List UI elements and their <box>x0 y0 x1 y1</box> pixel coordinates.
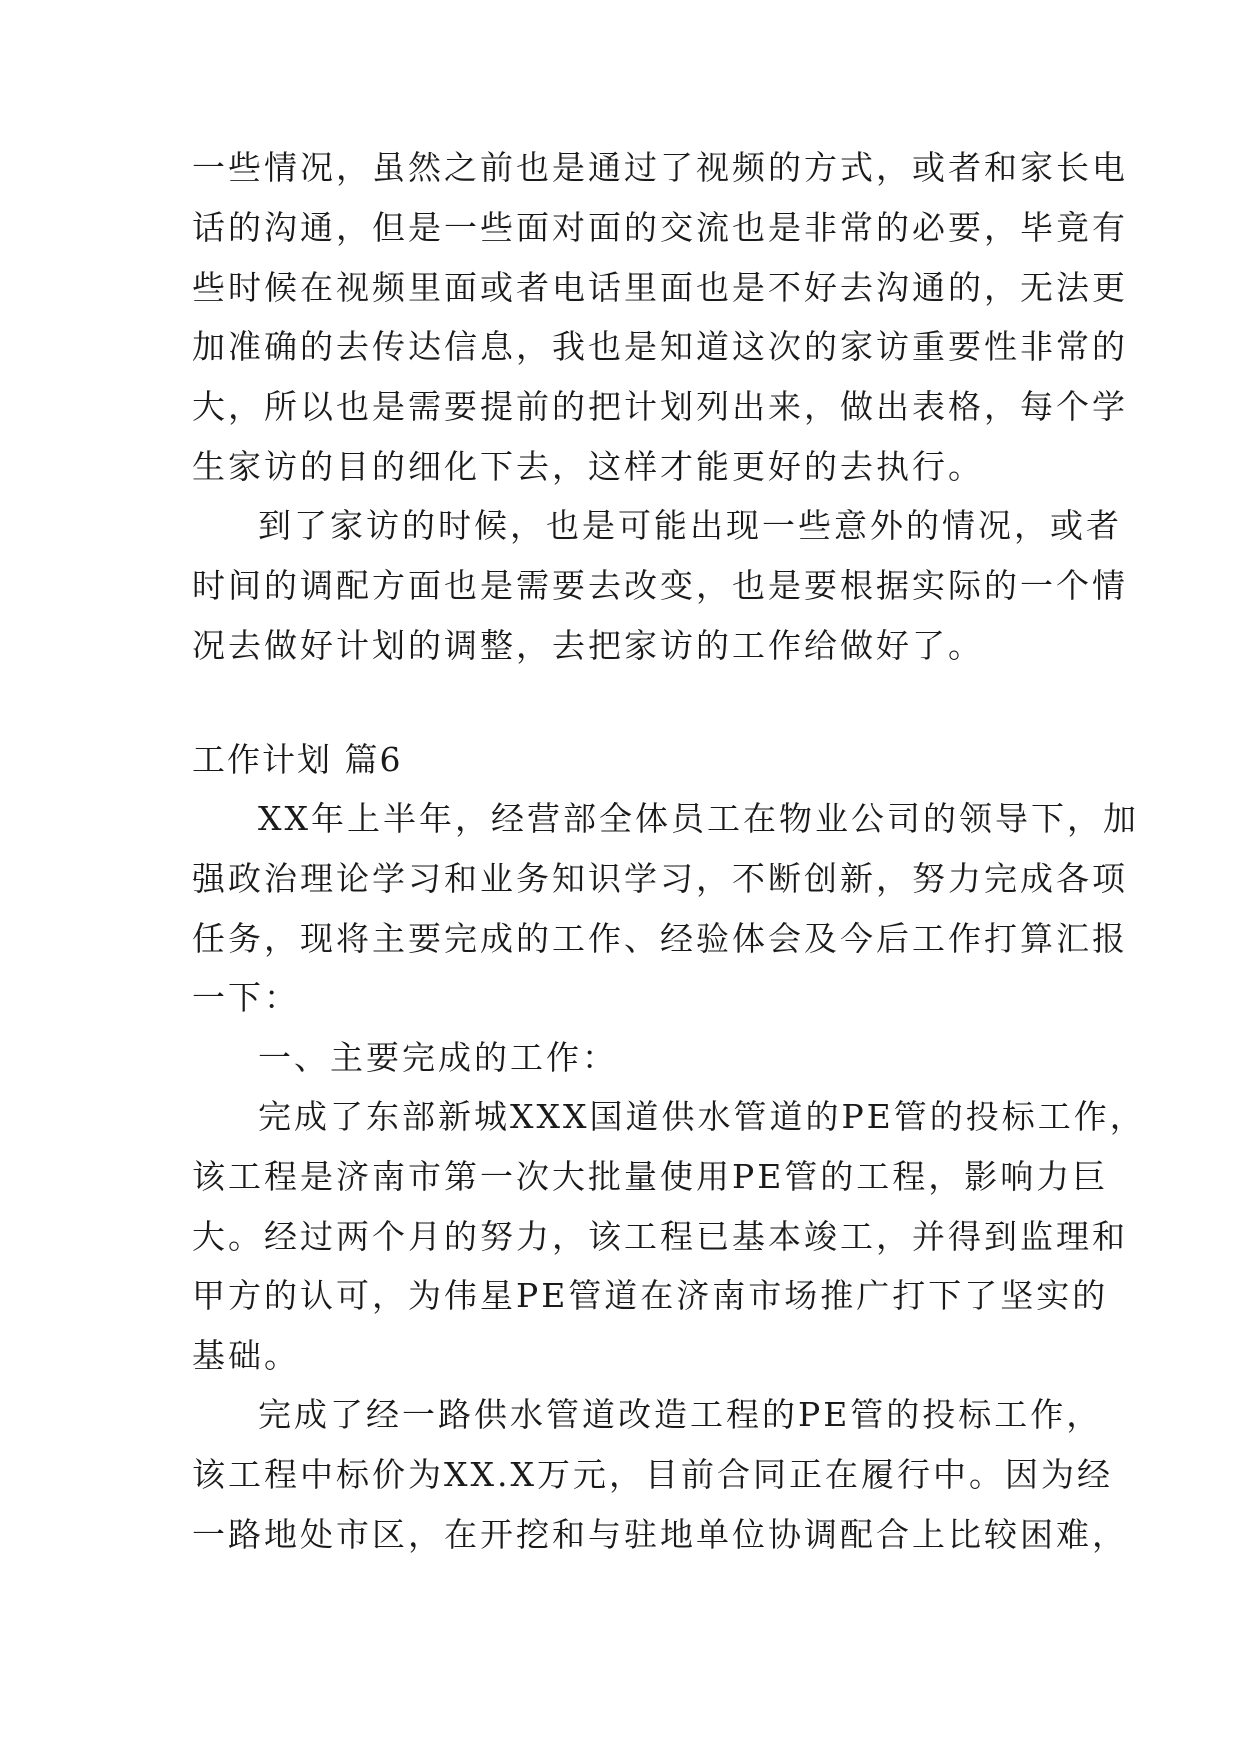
paragraph-line: 甲方的认可，为伟星PE管道在济南市场推广打下了坚实的 <box>192 1276 1109 1315</box>
paragraph-line: 基础。 <box>192 1336 300 1375</box>
paragraph-line: 到了家访的时候，也是可能出现一些意外的情况，或者 <box>258 506 1122 545</box>
paragraph-line: 时间的调配方面也是需要去改变，也是要根据实际的一个情 <box>192 566 1128 605</box>
subsection-title: 一、主要完成的工作： <box>258 1038 618 1077</box>
paragraph-line: 生家访的目的细化下去，这样才能更好的去执行。 <box>192 447 984 486</box>
paragraph-line: 一下： <box>192 978 300 1017</box>
paragraph-line: 完成了经一路供水管道改造工程的PE管的投标工作， <box>258 1395 1103 1434</box>
paragraph-line: 大。经过两个月的努力，该工程已基本竣工，并得到监理和 <box>192 1217 1128 1256</box>
paragraph-line: 一路地处市区，在开挖和与驻地单位协调配合上比较困难， <box>192 1515 1128 1554</box>
paragraph-line: 强政治理论学习和业务知识学习，不断创新，努力完成各项 <box>192 859 1128 898</box>
paragraph-line: 一些情况，虽然之前也是通过了视频的方式，或者和家长电 <box>192 148 1128 187</box>
paragraph-line: 任务，现将主要完成的工作、经验体会及今后工作打算汇报 <box>192 919 1128 958</box>
paragraph-line: 该工程是济南市第一次大批量使用PE管的工程，影响力巨 <box>192 1157 1109 1196</box>
paragraph-line: 话的沟通，但是一些面对面的交流也是非常的必要，毕竟有 <box>192 208 1128 247</box>
paragraph-line: 些时候在视频里面或者电话里面也是不好去沟通的，无法更 <box>192 268 1128 307</box>
paragraph-line: 该工程中标价为XX.X万元，目前合同正在履行中。因为经 <box>192 1455 1113 1494</box>
paragraph-line: 大，所以也是需要提前的把计划列出来，做出表格，每个学 <box>192 387 1128 426</box>
paragraph-line: 况去做好计划的调整，去把家访的工作给做好了。 <box>192 626 984 665</box>
paragraph-line: 加准确的去传达信息，我也是知道这次的家访重要性非常的 <box>192 327 1128 366</box>
section-heading: 工作计划 篇6 <box>192 740 403 779</box>
paragraph-line: 完成了东部新城XXX国道供水管道的PE管的投标工作， <box>258 1097 1146 1136</box>
paragraph-line: XX年上半年，经营部全体员工在物业公司的领导下，加 <box>258 799 1139 838</box>
